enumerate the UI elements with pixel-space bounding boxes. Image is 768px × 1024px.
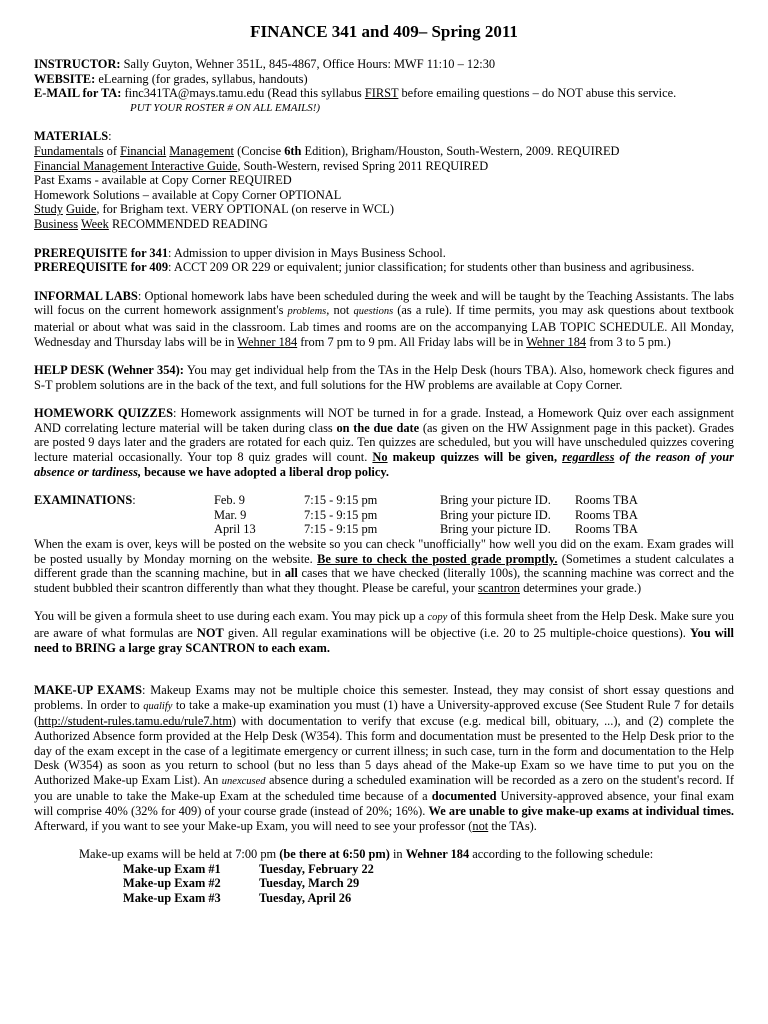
prereq-409-text: : ACCT 209 OR 229 or equivalent; junior classification; for students other than business and agribusiness. (168, 260, 695, 275)
exams-colon: : (132, 493, 136, 508)
makeup-text-4: absence during a scheduled examination will be recorded as a zero on the student's record. If you are unable to take the Make-up Exam at the scheduled time because of a (34, 772, 734, 804)
makeup-text-5: University-approved absence, your final exam will comprise 40% (32% for 409) of your course grade (instead of 20%; 16%). (34, 789, 734, 818)
exam-date: April 13 (214, 522, 256, 537)
makeup-paragraph (34, 683, 734, 833)
labs-text-5: from 3 to 5 pm.) (586, 334, 671, 349)
makeup-qualify: qualify (143, 700, 173, 712)
makeup-exam-date: Tuesday, March 29 (259, 876, 360, 891)
exam-bring-scantron: You will need to BRING a large gray SCANTRON to each exam. (34, 626, 734, 655)
website-label: WEBSITE: (34, 71, 96, 86)
makeup-schedule-intro (34, 847, 734, 862)
labs-text-2: , not (326, 303, 354, 318)
labs-paragraph (34, 289, 734, 349)
exam-room: Rooms TBA (575, 522, 638, 537)
email-text-1: (Read this syllabus (264, 86, 365, 101)
exam-heading-cell (34, 493, 214, 508)
exam-time: 7:15 - 9:15 pm (304, 493, 378, 508)
exam-paragraph-2 (34, 609, 734, 655)
exam-date: Feb. 9 (214, 493, 245, 508)
helpdesk-paragraph (34, 363, 734, 392)
makeup-text-1: : Makeup Exams may not be multiple choice this semester. Instead, they may consist of short essay questions and problems. In order to (34, 683, 734, 712)
text-business-week-rest: RECOMMENDED READING (108, 216, 268, 231)
makeup-intro-3: in (389, 847, 406, 862)
makeup-row (123, 876, 374, 891)
instructor-text: Sally Guyton, Wehner 351L, 845-4867, Office Hours: MWF 11:10 – 12:30 (120, 57, 496, 71)
text-guide: Guide (66, 202, 97, 217)
prereq-409 (34, 260, 734, 275)
text-management: Management (169, 143, 234, 158)
quizzes-text-2: (as given on the HW Assignment page in this packet). Grades are posted 9 days later and the graders are rotated for each quiz. Ten quizzes are scheduled, but you will have unscheduled quizzes covering lecture material occasionally. Your top 8 quiz grades will count. (34, 420, 735, 465)
materials-line-5 (34, 202, 734, 217)
materials-line-1 (34, 144, 734, 159)
rule7-link[interactable]: http://student-rules.tamu.edu/rule7.htm (38, 714, 232, 729)
exam-p2-text-b: of this formula sheet from the Help Desk. Make sure you are aware of what formulas are (34, 609, 734, 640)
text-business: Business (34, 216, 79, 231)
exams-label: EXAMINATIONS (34, 493, 133, 508)
materials-heading (34, 129, 734, 144)
instructor-line (34, 57, 734, 72)
labs-problems: problems (287, 306, 327, 318)
labs-text-4: from 7 pm to 9 pm. All Friday labs will be in (297, 334, 527, 349)
exam-bring: Bring your picture ID. (440, 493, 551, 508)
makeup-label: MAKE-UP EXAMS (34, 683, 142, 698)
exam-row (34, 493, 638, 508)
prereq-409-label: PREREQUISITE for 409 (34, 260, 169, 275)
materials-colon: : (108, 129, 112, 144)
labs-questions: questions (353, 306, 394, 318)
text-financial: Financial (120, 143, 167, 158)
quizzes-label: HOMEWORK QUIZZES (34, 406, 173, 421)
makeup-intro-1: Make-up exams will be held at 7:00 pm (79, 847, 280, 862)
prereq-341 (34, 246, 734, 261)
exam-copy: copy (427, 612, 448, 624)
labs-text-3: (as a rule). If time permits, you may ask questions about textbook material or about what was said in the classroom. Lab times and rooms are on the accompanying LAB TOPIC SCHEDULE. All Monday, Wednesday and Thursday labs will be in (34, 303, 734, 349)
exam-time: 7:15 - 9:15 pm (304, 507, 378, 522)
quizzes-text-1: : Homework assignments will NOT be turned in for a grade. Instead, a Homework Quiz over each assignment AND correlating lecture material will be taken during class (34, 406, 734, 435)
prereq-341-label: PREREQUISITE for 341 (34, 245, 169, 260)
exam-check-grade: Be sure to check the posted grade promptly. (317, 551, 558, 566)
exam-scantron: scantron (478, 580, 520, 595)
text-edition-rest: Edition), Brigham/Houston, South-Western, 2009. REQUIRED (301, 143, 620, 158)
text-interactive-guide: Financial Management Interactive Guide (34, 158, 238, 173)
exam-all: all (284, 566, 298, 581)
exam-p2-text-c: given. All regular examinations will be objective (i.e. 20 to 25 multiple-choice questions). (223, 626, 690, 640)
exam-row (34, 522, 638, 537)
materials-line-2 (34, 159, 734, 174)
quizzes-regardless: regardless (562, 450, 615, 465)
makeup-row (123, 862, 374, 877)
makeup-text-6: Afterward, if you want to see your Make-up Exam, you will need to see your professor ( (34, 818, 473, 833)
website-line (34, 72, 734, 87)
exam-p1-text-a: When the exam is over, keys will be posted on the website so you can check "unofficially" how well you did on the exam. Exam grades will be posted usually by Monday morning on the website. (34, 537, 734, 566)
labs-label: INFORMAL LABS (34, 288, 138, 303)
materials-line-6 (34, 217, 734, 232)
exam-p1-text-d: cases that we have checked (literally 100s), the scanning machine was correct and the student bubbled their scantron differently than what they thought. Please be careful, your (34, 566, 735, 595)
text-fundamentals: Fundamentals (34, 143, 104, 158)
makeup-exam-date: Tuesday, February 22 (259, 861, 374, 876)
exam-bring: Bring your picture ID. (440, 522, 551, 537)
text-edition: 6th (284, 143, 302, 158)
email-line (34, 86, 734, 101)
exam-date: Mar. 9 (214, 507, 247, 522)
materials-label: MATERIALS (34, 129, 109, 144)
email-address[interactable]: finc341TA@mays.tamu.edu (121, 86, 265, 101)
instructor-label: INSTRUCTOR: (34, 57, 121, 71)
makeup-text-3: ) with documentation to verify that excuse (e.g. medical bill, obituary, ...), and (2) complete the Authorized Absence form provided at the Help Desk (W354). This form and documentation must be presented to the Help Desk prior to the day of the exam except in the case of a legitimate emergency or current illness; in such case, turn in the form and documentation to the Help Desk (W354) as soon as you return to school (but no less than 5 days ahead of the Make-up Exam so we have time to put you on the Authorized Make-up Exam List). An (34, 714, 734, 787)
makeup-intro-5: according to the following schedule: (469, 847, 654, 862)
email-first: FIRST (364, 86, 399, 101)
exam-room: Rooms TBA (575, 493, 638, 508)
exam-not: NOT (196, 626, 224, 640)
email-note: PUT YOUR ROSTER # ON ALL EMAILS!) (130, 101, 321, 114)
makeup-exam-name: Make-up Exam #2 (123, 876, 221, 891)
exam-table (34, 493, 638, 537)
exam-row (34, 508, 638, 523)
quizzes-text-5: because we have adopted a liberal drop policy. (141, 464, 389, 479)
email-text-2: before emailing questions – do NOT abuse this service. (398, 86, 677, 101)
exam-room: Rooms TBA (575, 507, 638, 522)
prereq-341-text: : Admission to upper division in Mays Business School. (168, 245, 446, 260)
makeup-text-7: the TAs). (488, 818, 537, 833)
quizzes-text-4: of the reason of your absence or tardiness, (34, 450, 735, 479)
page-title: FINANCE 341 and 409– Spring 2011 (250, 22, 518, 41)
materials-line-3: Past Exams - available at Copy Corner REQUIRED (34, 173, 292, 188)
makeup-exam-name: Make-up Exam #3 (123, 890, 221, 905)
text-interactive-guide-rest: , South-Western, revised Spring 2011 REQUIRED (237, 158, 489, 173)
text-of: of (103, 143, 121, 158)
makeup-text-2: to take a make-up examination you must (1) have a University-approved excuse (See Student Rule 7 for details ( (34, 697, 734, 729)
makeup-exam-name: Make-up Exam #1 (123, 861, 221, 876)
makeup-unable: We are unable to give make-up exams at individual times. (428, 803, 734, 818)
quizzes-text-3: makeup quizzes will be given, (387, 450, 563, 465)
quizzes-due: on the due date (336, 420, 420, 435)
makeup-unexcused: unexcused (221, 775, 266, 787)
helpdesk-label: HELP DESK (Wehner 354): (34, 363, 184, 378)
text-concise: (Concise (233, 143, 285, 158)
makeup-schedule-table (123, 862, 374, 906)
helpdesk-text: You may get individual help from the TAs in the Help Desk (hours TBA). Also, homework check figures and S-T problem solutions are in the back of the text, and full solutions for the HW problems are available at Copy Corner. (34, 363, 734, 392)
text-week: Week (80, 216, 109, 231)
quizzes-no: No (372, 450, 388, 465)
makeup-not: not (472, 818, 489, 833)
materials-line-4: Homework Solutions – available at Copy Corner OPTIONAL (34, 187, 342, 202)
exam-paragraph-1 (34, 537, 734, 595)
email-label: E-MAIL for TA: (34, 86, 122, 101)
text-study: Study (34, 202, 63, 217)
labs-text-1: : Optional homework labs have been scheduled during the week and will be taught by the Teaching Assistants. The labs will focus on the current homework assignment's (34, 288, 734, 318)
makeup-intro-4: Wehner 184 (405, 847, 470, 862)
quizzes-paragraph (34, 406, 734, 479)
labs-room-2: Wehner 184 (526, 334, 587, 349)
exam-p1-text-e: determines your grade.) (519, 580, 642, 595)
exam-p1-text-c: (Sometimes a student calculates a different grade than the scanning machine, but in (34, 551, 734, 581)
text-study-guide-rest: , for Brigham text. VERY OPTIONAL (on reserve in WCL) (96, 202, 394, 217)
exam-time: 7:15 - 9:15 pm (304, 522, 378, 537)
makeup-exam-date: Tuesday, April 26 (259, 890, 352, 905)
exam-p2-text-a: You will be given a formula sheet to use during each exam. You may pick up a (34, 609, 428, 624)
labs-room-1: Wehner 184 (237, 334, 298, 349)
website-text: eLearning (for grades, syllabus, handouts) (95, 71, 308, 86)
exam-bring: Bring your picture ID. (440, 507, 551, 522)
makeup-row (123, 891, 374, 906)
makeup-documented: documented (431, 789, 497, 804)
makeup-intro-2: (be there at 6:50 pm) (279, 847, 390, 862)
